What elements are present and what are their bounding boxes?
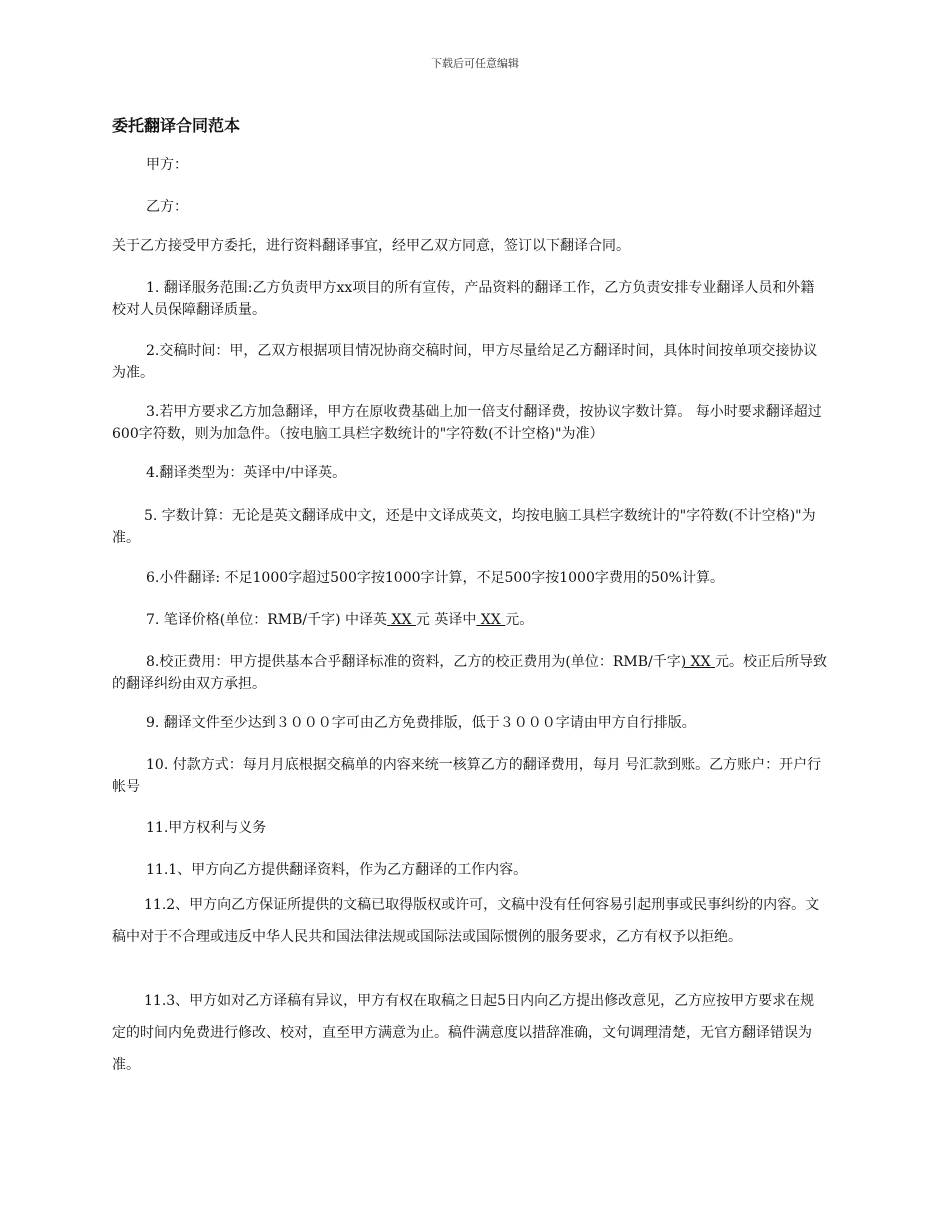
clause-2: 2.交稿时间：甲，乙双方根据项目情况协商交稿时间，甲方尽量给足乙方翻译时间，具体时间按单项交接协议为准。: [112, 343, 818, 381]
clause-6: 6.小件翻译: 不足1000字超过500字按1000字计算，不足500字按1000字费用的50%计算。: [146, 570, 724, 586]
clause-7-text-a: 7. 笔译价格(单位：RMB/千字) 中译英: [146, 612, 388, 628]
clause-8: [112, 651, 828, 695]
clause-11-1: 11.1、甲方向乙方提供翻译资料，作为乙方翻译的工作内容。: [146, 862, 528, 878]
clause-4: 4.翻译类型为：英译中/中译英。: [146, 465, 347, 481]
party-b-line: 乙方：: [146, 199, 188, 215]
clause-10: 10. 付款方式：每月月底根据交稿单的内容来统一核算乙方的翻译费用，每月 号汇款到账。乙方账户：开户行 帐号: [112, 757, 822, 795]
page-header: 下载后可任意编辑: [431, 57, 519, 70]
clause-7: [112, 609, 828, 631]
party-a-line: 甲方：: [146, 157, 188, 173]
clause-7-price-en-zh: XX: [476, 612, 506, 628]
clause-5: 5. 字数计算：无论是英文翻译成中文，还是中文译成英文，均按电脑工具栏字数统计的"字符数(不计空格)"为准。: [112, 508, 816, 546]
intro-paragraph: 关于乙方接受甲方委托，进行资料翻译事宜，经甲乙双方同意，签订以下翻译合同。: [112, 238, 630, 254]
document-title: 委托翻译合同范本: [112, 116, 241, 135]
clause-7-text-c: 元 英译中: [415, 612, 477, 628]
clause-8-price: ) XX: [680, 654, 715, 670]
clause-11-2: 11.2、甲方向乙方保证所提供的文稿已取得版权或许可，文稿中没有任何容易引起刑事或民事纠纷的内容。文稿中对于不合理或违反中华人民共和国法律法规或国际法或国际惯例的服务要求，乙方有权予以拒绝。: [112, 897, 820, 945]
clause-7-text-e: 元。: [505, 612, 534, 628]
clause-8-text-c: 元。校正后所导致的翻译纠纷由双方承担。: [112, 654, 827, 692]
clause-7-price-zh-en: XX: [387, 612, 416, 628]
clause-11-heading: 11.甲方权利与义务: [146, 820, 267, 836]
clause-11-3: 11.3、甲方如对乙方译稿有异议，甲方有权在取稿之日起5日内向乙方提出修改意见，乙方应按甲方要求在规定的时间内免费进行修改、校对，直至甲方满意为止。稿件满意度以措辞准确，文句调理清楚，无官方翻译错误为准。: [112, 993, 815, 1073]
clause-9: 9. 翻译文件至少达到３０００字可由乙方免费排版，低于３０００字请由甲方自行排版。: [146, 715, 696, 731]
clause-1: 1. 翻译服务范围:乙方负责甲方xx项目的所有宣传，产品资料的翻译工作，乙方负责安排专业翻译人员和外籍校对人员保障翻译质量。: [112, 280, 815, 318]
clause-8-text-a: 8.校正费用：甲方提供基本合乎翻译标准的资料，乙方的校正费用为(单位：RMB/千字: [146, 654, 681, 670]
clause-3: 3.若甲方要求乙方加急翻译，甲方在原收费基础上加一倍支付翻译费，按协议字数计算。 每小时要求翻译超过600字符数，则为加急件。（按电脑工具栏字数统计的"字符数(不计空格)"为准）: [112, 404, 822, 442]
